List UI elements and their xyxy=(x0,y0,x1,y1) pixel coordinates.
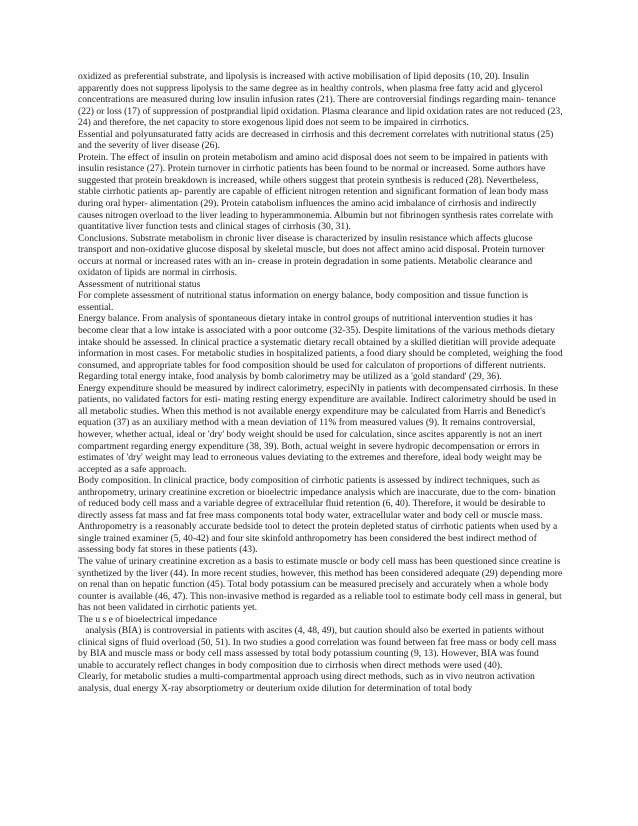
section-heading-nutritional-status: Assessment of nutritional status xyxy=(78,278,201,290)
paragraph-anthropometry: Anthropometry is a reasonably accurate bedside tool to detect the protein depleted status of cirrhotic patients when used by a single trained examiner (5, 40-42) and four site skinfold anthropometry has been considered the best indirect method of assessing body fat stores in these patients (43). xyxy=(78,521,558,556)
paragraph-fatty-acids: Essential and polyunsaturated fatty acids are decreased in cirrhosis and this decrement correlates with nutritional status (25) and the severity of liver disease (26). xyxy=(78,128,554,152)
document-page xyxy=(78,71,563,695)
paragraph-bia: analysis (BIA) is controversial in patients with ascites (4, 48, 49), but caution should also be exerted in patients without clinical signs of fluid overload (50, 51). In two studies a good correlation was found between fat free mass or body cell mass by BIA and muscle mass or body cell mass assessed by total body potassium counting (9, 13). However, BIA was found unable to accurately reflect changes in body composition due to cirrhosis when direct methods were used (40). xyxy=(78,625,557,671)
paragraph-lipid-oxidation: oxidized as preferential substrate, and lipolysis is increased with active mobilisation of lipid deposits (10, 20). Insulin apparently does not suppress lipolysis to the same degree as in healthy controls, when plasma free fatty acid and glycerol concentrations are measured during low insulin infusion rates (21). There are controversial findings regarding main- tenance (22) or loss (17) of suppression of postprandial lipid oxidation. Plasma clearance and lipid oxidation rates are not reduced (23, 24) and therefore, the net capacity to store exogenous lipid does not seem to be impaired in cirrhotics. xyxy=(78,71,563,129)
paragraph-multi-compartment: Clearly, for metabolic studies a multi-compartmental approach using direct methods, such as in vivo neutron activation analysis, dual energy X-ray absorptiometry or deuterium oxide dilution for determination of total body xyxy=(78,671,535,694)
paragraph-energy-balance: Energy balance. From analysis of spontaneous dietary intake in control groups of nutritional intervention studies it has become clear that a low intake is associated with a poor outcome (32-35). Despite limitations of the various methods dietary intake should be assessed. In clinical practice a systematic dietary recall obtained by a skilled dietitian will provide adequate information in most cases. For metabolic studies in hospitalized patients, a food diary should be completed, weighing the food consumed, and appropriate tables for food composition should be used for calculaton of proportions of different nutrients. Regarding total energy intake, food analysis by bomb calorimetry may be utilized as a 'gold standard' (29, 36). xyxy=(78,313,563,383)
paragraph-protein: Protein. The effect of insulin on protein metabolism and amino acid disposal does not seem to be impaired in patients with insulin resistance (27). Protein turnover in cirrhotic patients has been found to be normal or increased. Some authors have suggested that protein breakdown is increased, while others suggest that protein synthesis is reduced (28). Nevertheless, stable cirrhotic patients ap- parently are capable of efficient nitrogen retention and significant formation of lean body mass during oral hyper- alimentation (29). Protein catabolism influences the amino acid imbalance of cirrhosis and indirectly causes nitrogen overload to the liver leading to hyperammonemia. Albumin but not fibrinogen synthesis rates correlate with quantitative liver function tests and clinical stages of cirrhosis (30, 31). xyxy=(78,151,554,233)
paragraph-creatinine: The value of urinary creatinine excretion as a basis to estimate muscle or body cell mass has been questioned since creatine is synthetized by the liver (44). In more recent studies, however, this method has been considered adequate (29) depending more on renal than on hepatic function (45). Total body potassium can be measured precisely and accurately when a whole body counter is available (46, 47). This non-invasive method is regarded as a reliable tool to estimate body cell mass in general, but has not been validated in cirrhotic patients yet. xyxy=(78,555,563,614)
paragraph-assessment-intro: For complete assessment of nutritional status information on energy balance, body composition and tissue function is essential. xyxy=(78,290,529,313)
paragraph-energy-expenditure: Energy expenditure should be measured by indirect calorimetry, especiNly in patients with decompensated cirrhosis. In these patients, no validated factors for esti- mating resting energy expenditure are available. Indirect calorimetry should be used in all metabolic studies. When this method is not available energy expenditure may be calculated from Harris and Benedict's equation (37) as an auxiliary method with a mean deviation of 11% from measured values (9). It remains controversial, however, whether actual, ideal or 'dry' body weight should be used for calculation, since ascites apparently is not an inert compartment regarding energy expenditure (38, 39). Both, actual weight in severe hydropic decompensation or errors in estimates of 'dry' weight may lead to erroneous values deviating to the extremes and therefore, ideal body weight may be accepted as a safe approach. xyxy=(78,382,559,475)
paragraph-body-composition: Body composition. In clinical practice, body composition of cirrhotic patients is assessed by indirect techniques, such as anthropometry, urinary creatinine excretion or bioelectric impedance analysis which are inaccurate, due to the com- bination of reduced body cell mass and a variable degree of extracellular fluid retention (6, 40). Therefore, it would be desirable to directly assess fat mass and fat free mass components total body water, extracellular water and body cell or muscle mass. xyxy=(78,475,556,521)
paragraph-conclusions: Conclusions. Substrate metabolism in chronic liver disease is characterized by insulin resistance which affects glucose transport and non-oxidative glucose disposal by skeletal muscle, but does not affect amino acid disposal. Protein turnover occurs at normal or increased rates with an in- crease in protein degradation in some patients. Metabolic clearance and oxidaton of lipids are normal in cirrhosis. xyxy=(78,232,545,279)
paragraph-bia-lead: The u s e of bioelectrical impedance xyxy=(78,613,218,625)
